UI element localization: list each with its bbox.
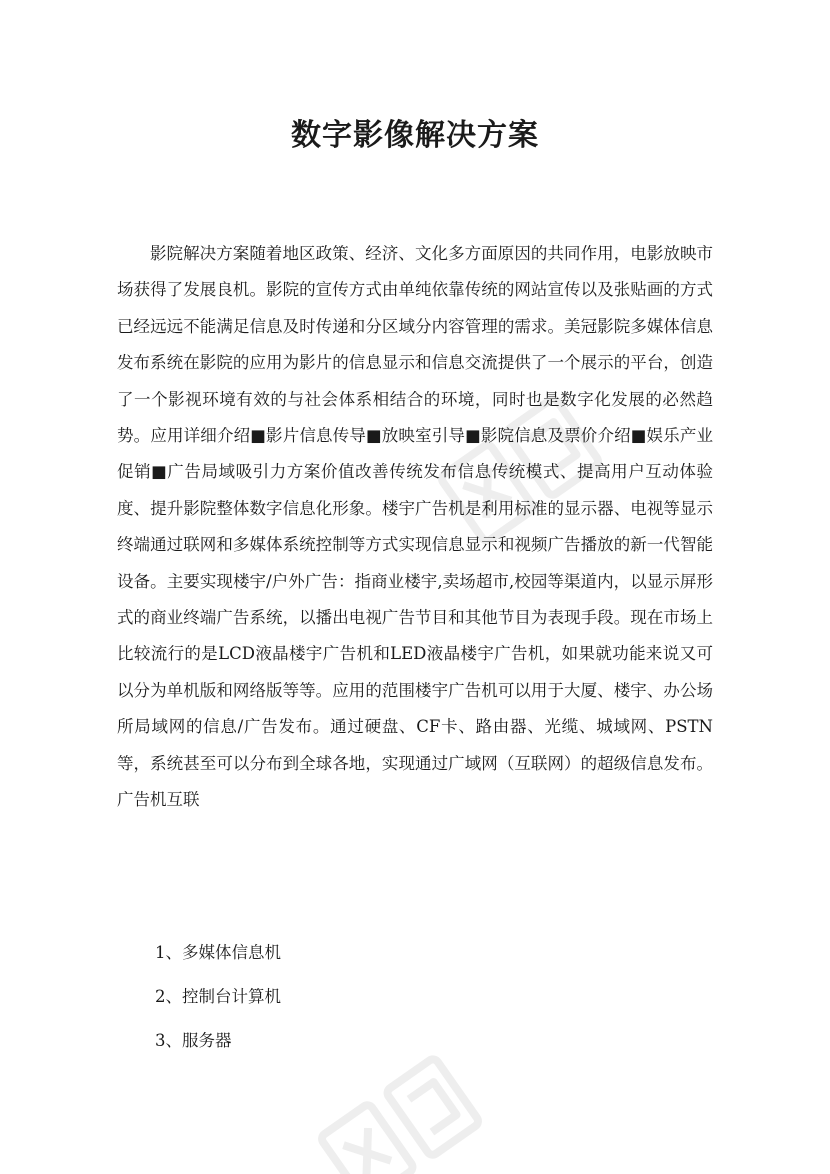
item-list — [155, 931, 281, 1063]
list-item: 2、控制台计算机 — [155, 987, 281, 1006]
list-item: 1、多媒体信息机 — [155, 943, 281, 962]
body-paragraph: 影院解决方案随着地区政策、经济、文化多方面原因的共同作用，电影放映市场获得了发展良机。影院的宣传方式由单纯依靠传统的网站宣传以及张贴画的方式已经远远不能满足信息及时传递和分区域分内容管理的需求。美冠影院多媒体信息发布系统在影院的应用为影片的信息显示和信息交流提供了一个展示的平台，创造了一个影视环境有效的与社会体系相结合的环境，同时也是数字化发展的必然趋势。应用详细介绍■影片信息传导■放映室引导■影院信息及票价介绍■娱乐产业促销■广告局域吸引力方案价值改善传统发布信息传统模式、提高用户互动体验度、提升影院整体数字信息化形象。楼宇广告机是利用标准的显示器、电视等显示终端通过联网和多媒体系统控制等方式实现信息显示和视频广告播放的新一代智能设备。主要实现楼宇/户外广告：指商业楼宇,卖场超市,校园等渠道内，以显示屏形式的商业终端广告系统，以播出电视广告节目和其他节目为表现手段。现在市场上比较流行的是LCD液晶楼宇广告机和LED液晶楼宇广告机，如果就功能来说又可以分为单机版和网络版等等。应用的范围楼宇广告机可以用于大厦、楼宇、办公场所局域网的信息/广告发布。通过硬盘、CF卡、路由器、光缆、城域网、PSTN等，系统甚至可以分布到全球各地，实现通过广域网（互联网）的超级信息发布。广告机互联 — [117, 244, 713, 810]
list-item: 3、服务器 — [155, 1031, 232, 1050]
document-title: 数字影像解决方案 — [291, 118, 539, 153]
